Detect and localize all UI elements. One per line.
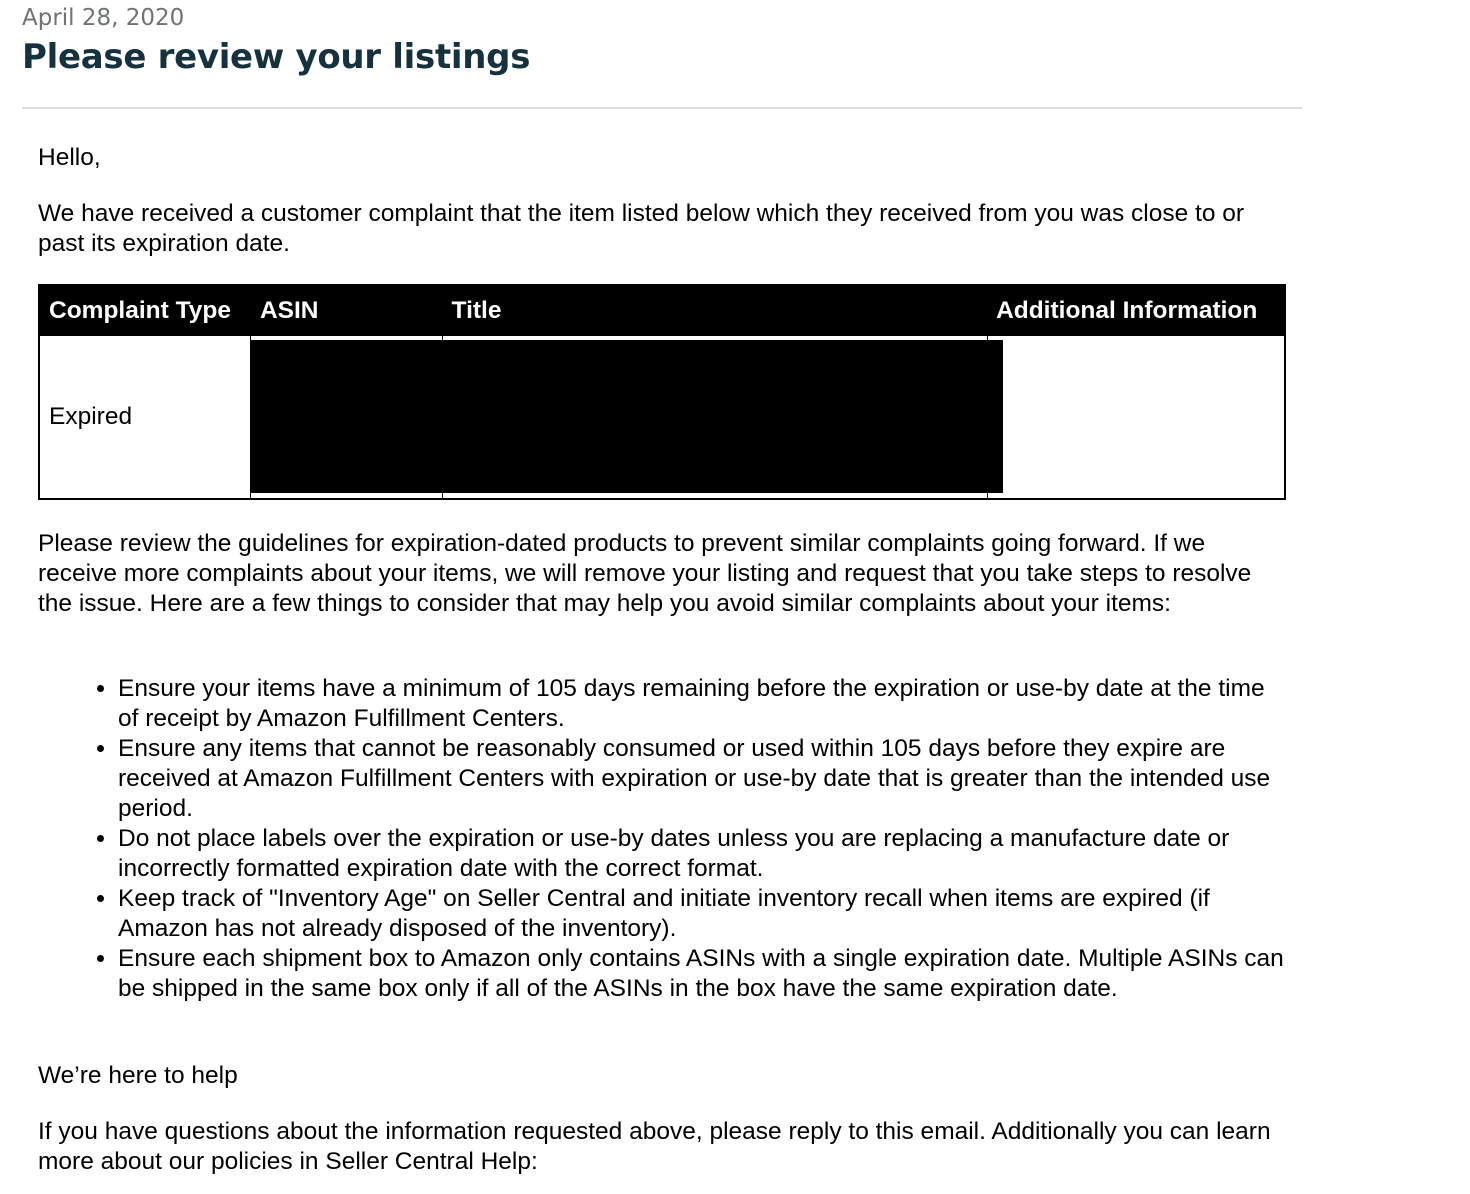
message-date: April 28, 2020	[22, 5, 185, 31]
help-paragraph: If you have questions about the information requested above, please reply to this email. Additionally you can learn more about our policies in Seller Central Help:	[38, 1118, 1271, 1175]
list-item: • Ensure your items have a minimum of 105 days remaining before the expiration or use-by date at the time of receipt by Amazon Fulfillment Centers.	[118, 674, 1288, 734]
list-item: • Ensure any items that cannot be reasonably consumed or used within 105 days before they expire are received at Amazon Fulfillment Centers with expiration or use-by date that is greater than the intended use period.	[118, 734, 1288, 824]
cell-complaint-type: Expired	[39, 336, 251, 499]
greeting-text: Hello,	[38, 144, 101, 171]
help-heading: We’re here to help	[38, 1062, 238, 1089]
intro-paragraph: We have received a customer complaint that the item listed below which they received from you was close to or past its expiration date.	[38, 200, 1245, 257]
guidelines-paragraph: Please review the guidelines for expiration-dated products to prevent similar complaints going forward. If we receive more complaints about your items, we will remove your listing and request that you take steps to resolve the issue. Here are a few things to consider that may help you avoid similar complaints about your items:	[38, 530, 1252, 617]
column-header-title: Title	[443, 285, 988, 336]
tips-list	[38, 674, 1288, 1004]
header-divider	[22, 107, 1302, 109]
column-header-complaint-type: Complaint Type	[39, 285, 251, 336]
column-header-additional-information: Additional Information	[987, 285, 1285, 336]
cell-additional-information	[987, 336, 1285, 499]
redaction-block	[250, 340, 1003, 493]
column-header-asin: ASIN	[251, 285, 443, 336]
list-item: • Ensure each shipment box to Amazon only contains ASINs with a single expiration date. Multiple ASINs can be shipped in the same box only if all of the ASINs in the box have the same expiration date.	[118, 944, 1288, 1004]
message-title: Please review your listings	[22, 37, 531, 77]
list-item: • Keep track of "Inventory Age" on Seller Central and initiate inventory recall when items are expired (if Amazon has not already disposed of the inventory).	[118, 884, 1288, 944]
list-item: • Do not place labels over the expiration or use-by dates unless you are replacing a manufacture date or incorrectly formatted expiration date with the correct format.	[118, 824, 1288, 884]
complaint-table-header-row	[39, 285, 1285, 336]
